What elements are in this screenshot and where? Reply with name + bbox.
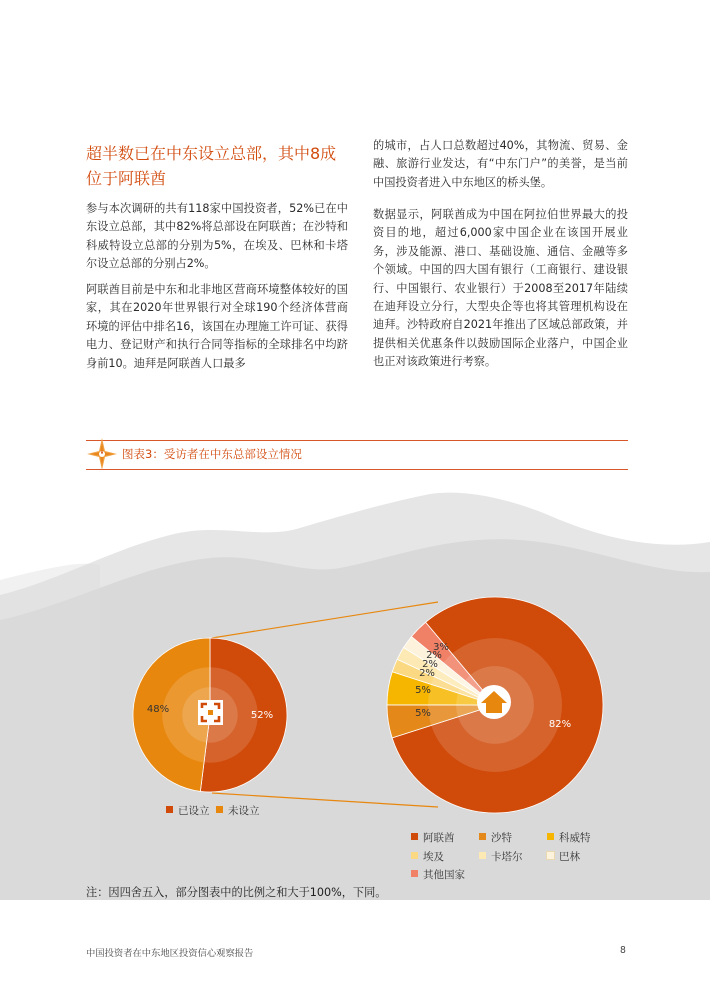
paragraph-uae-business-environment: 阿联酋目前是中东和北非地区营商环境整体较好的国家，其在2020年世界银行对全球190个经济体营商环境的评估中排名16，该国在办理施工许可证、获得电力、登记财产和执行合同等指标的全球排名中均跻身前10。迪拜是阿联酋人口最多 — [86, 283, 348, 370]
legend-label: 科威特 — [559, 832, 591, 844]
paragraph-dubai: 的城市，占人口总数超过40%，其物流、贸易、金融、旅游行业发达，有“中东门户”的美誉，是当前中国投资者进入中东地区的桥头堡。 — [373, 139, 628, 189]
legend-item — [166, 803, 210, 818]
legend-item — [479, 830, 512, 845]
paragraph-uae-investment: 数据显示，阿联酋成为中国在阿拉伯世界最大的投资目的地，超过6,000家中国企业在该国开展业务，涉及能源、港口、基础设施、通信、金融等多个领域。中国的四大国有银行（工商银行、建设银行、中国银行、农业银行）于2008至2017年陆续在迪拜设立分行，大型央企等也将其管理机构设在迪拜。沙特政府自2021年推出了区域总部政策，并提供相关优惠条件以鼓励国际企业落户，中国企业也正对该政策进行考察。 — [373, 208, 628, 369]
legend-label: 巴林 — [559, 851, 580, 863]
data-label: 5% — [415, 708, 431, 719]
legend-item — [547, 849, 580, 864]
figure-charts — [0, 560, 710, 850]
legend-swatch — [479, 833, 486, 840]
legend-swatch — [479, 852, 486, 859]
legend-label: 其他国家 — [423, 869, 465, 881]
legend-label: 卡塔尔 — [491, 851, 523, 863]
legend-item — [216, 803, 260, 818]
section-heading: 超半数已在中东设立总部，其中8成位于阿联酋 — [86, 144, 337, 188]
data-label: 2% — [426, 650, 442, 661]
data-label: 82% — [548, 719, 572, 730]
paragraph-survey-summary: 参与本次调研的共有118家中国投资者，52%已在中东设立总部，其中82%将总部设在阿联酋；在沙特和科威特设立总部的分别为5%，在埃及、巴林和卡塔尔设立总部的分别占2%。 — [86, 202, 348, 271]
connector-line-top — [212, 602, 438, 638]
legend-swatch — [411, 833, 418, 840]
legend-swatch — [547, 833, 554, 840]
house-icon — [477, 685, 511, 719]
legend-swatch — [166, 806, 173, 813]
legend-item — [411, 867, 465, 882]
legend-label: 未设立 — [228, 805, 260, 817]
building-frame-icon — [198, 700, 223, 725]
data-label: 2% — [419, 668, 435, 679]
legend-swatch — [547, 852, 554, 859]
footer-report-title: 中国投资者在中东地区投资信心观察报告 — [86, 948, 254, 959]
legend-label: 沙特 — [491, 832, 512, 844]
legend-swatch — [216, 806, 223, 813]
legend-label: 阿联酋 — [423, 832, 455, 844]
legend-swatch — [411, 852, 418, 859]
legend-label: 已设立 — [178, 805, 210, 817]
legend-swatch — [411, 870, 418, 877]
data-label: 52% — [250, 710, 274, 721]
footnote: 注：因四舍五入，部分图表中的比例之和大于100%，下同。 — [86, 886, 387, 899]
legend-item — [411, 830, 455, 845]
figure-title: 图表3：受访者在中东总部设立情况 — [122, 447, 302, 461]
data-label: 5% — [415, 685, 431, 696]
data-label: 2% — [422, 659, 438, 670]
data-label: 48% — [146, 704, 170, 715]
legend-item — [411, 849, 444, 864]
legend-label: 埃及 — [423, 851, 444, 863]
compass-star-icon — [86, 437, 118, 471]
legend-item — [479, 849, 523, 864]
legend-item — [547, 830, 591, 845]
data-label: 3% — [433, 642, 449, 653]
page-number: 8 — [620, 945, 626, 956]
